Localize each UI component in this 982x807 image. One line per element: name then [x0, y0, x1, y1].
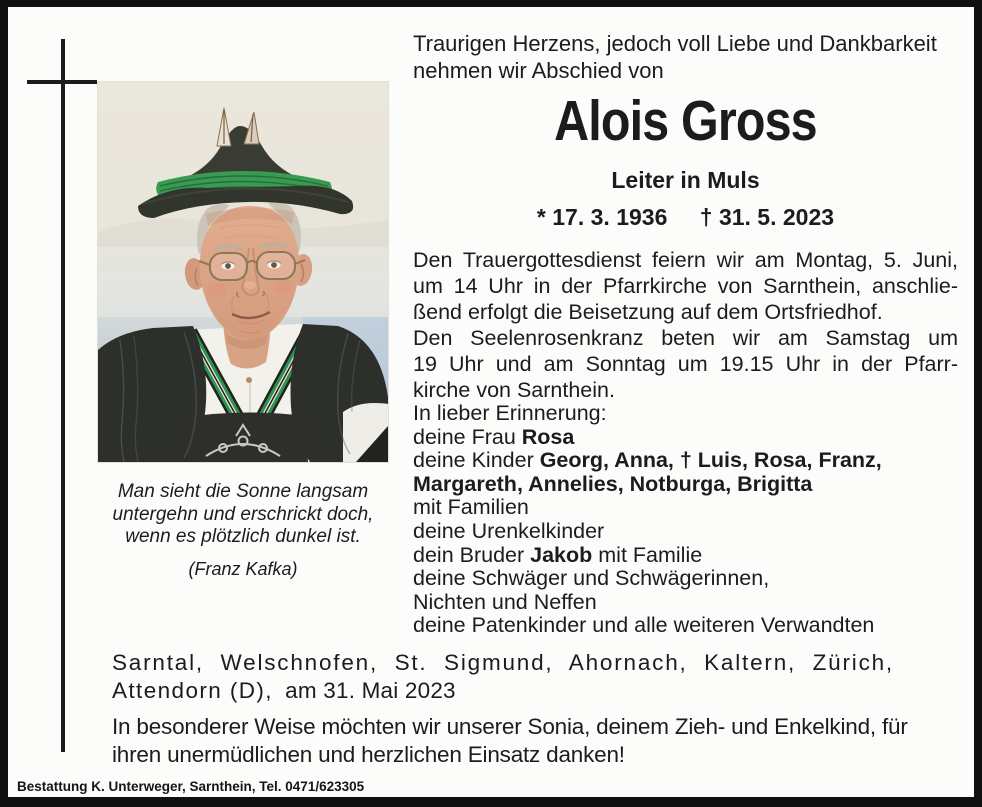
wife-name: Rosa	[521, 424, 575, 449]
deceased-name-text: Alois Gross	[554, 89, 817, 153]
brother-prefix: dein Bruder	[413, 542, 531, 567]
body	[98, 320, 388, 462]
places-block	[112, 649, 894, 705]
service-line: um 14 Uhr in der Pfarrkirche von Sarnthein, anschlie-	[413, 274, 958, 298]
thanks-line: In besonderer Weise möchten wir unserer Sonia, deinem Zieh- und Enkelkind, für	[112, 714, 908, 739]
memoriam-line: deine Urenkelkinder	[413, 518, 605, 543]
memoriam-line: Nichten und Neffen	[413, 589, 597, 614]
service-line: 19 Uhr und am Sonntag um 19.15 Uhr in der Pfarr-	[413, 352, 958, 376]
service-line: Den Trauergottesdienst feiern wir am Montag, 5. Juni,	[413, 248, 958, 272]
memoriam-list	[413, 402, 958, 638]
memoriam-line: deine Schwäger und Schwägerinnen,	[413, 566, 770, 591]
places-line: Sarntal, Welschnofen, St. Sigmund, Ahornach, Kaltern, Zürich,	[112, 650, 894, 675]
thanks-line: ihren unermüdlichen und herzlichen Einsatz danken!	[112, 741, 625, 767]
service-line: Den Seelenrosenkranz beten wir am Samstag um	[413, 326, 958, 350]
deceased-name	[413, 89, 958, 153]
places-line	[112, 677, 894, 705]
main-column	[413, 0, 958, 660]
places-line2-part1: Attendorn (D),	[112, 678, 273, 703]
deceased-role: Leiter in Muls	[611, 167, 760, 193]
memoriam-line: mit Familien	[413, 495, 529, 520]
wife-prefix: deine Frau	[413, 424, 522, 449]
brother-suffix: mit Familie	[592, 542, 703, 567]
intro-line: nehmen wir Abschied von	[413, 58, 664, 83]
children-names: Georg, Anna, † Luis, Rosa, Franz,	[539, 448, 882, 473]
memoriam-line: deine Patenkinder und alle weiteren Verwandten	[413, 613, 875, 638]
quote-block	[73, 481, 413, 580]
thanks-block	[112, 713, 974, 768]
children-prefix: deine Kinder	[413, 448, 540, 473]
places-line2-part2: am 31. Mai 2023	[285, 678, 456, 703]
quote-line: wenn es plötzlich dunkel ist.	[125, 526, 361, 547]
children-names: Margareth, Annelies, Notburga, Brigitta	[413, 471, 813, 496]
memoriam-line	[413, 544, 958, 568]
memoriam-heading: In lieber Erinnerung:	[413, 401, 607, 425]
funeral-home-info: Bestattung K. Unterweger, Sarnthein, Tel. 0471/623305	[17, 779, 365, 794]
quote-line: untergehn und erschrickt doch,	[112, 503, 374, 525]
cross-horizontal-bar	[27, 80, 97, 84]
intro-line: Traurigen Herzens, jedoch voll Liebe und Dankbarkeit	[413, 31, 937, 56]
brother-name: Jakob	[530, 542, 593, 567]
quote-line: Man sieht die Sonne langsam	[117, 481, 369, 502]
service-line: kirche von Sarnthein.	[413, 378, 615, 402]
service-announcement	[413, 247, 958, 403]
service-line: ßend erfolgt die Beisetzung auf dem Ortsfriedhof.	[413, 300, 883, 324]
life-dates	[413, 204, 958, 231]
portrait-photo	[98, 82, 388, 462]
death-date: † 31. 5. 2023	[699, 204, 835, 230]
memoriam-line	[413, 426, 958, 450]
memoriam-line	[413, 473, 958, 497]
intro-text	[413, 30, 958, 84]
birth-date: * 17. 3. 1936	[536, 204, 668, 230]
quote-author: (Franz Kafka)	[188, 558, 298, 579]
cross-vertical-bar	[61, 39, 65, 752]
memoriam-line	[413, 449, 958, 473]
